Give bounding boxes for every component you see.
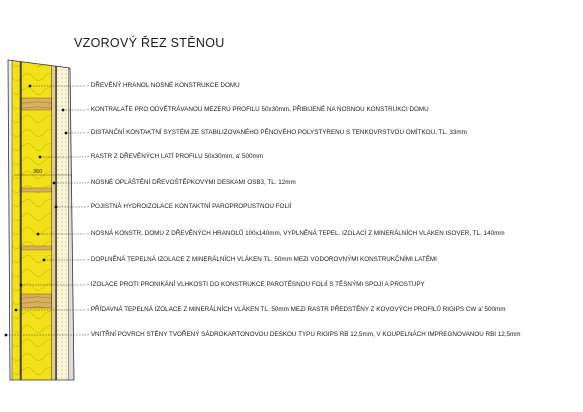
leader-dot [43,259,46,262]
diagram-title: VZOROVÝ ŘEZ STĚNOU [74,36,225,50]
timber-lath-1 [22,188,52,192]
additional-insulation-layer [12,0,20,412]
leader-dot [5,334,8,337]
callout-label: - VNITŘNÍ POVRCH STĚNY TVOŘENÝ SÁDROKARTONOVOU DESKOU TYPU RIGIPS RB 12,5mm, V KOUPELNÁCH IMPREGNOVANOU RBI 12,5mm [87,331,521,338]
dimension-label: 360 [33,169,43,175]
timber-beam-top [22,98,52,110]
callout-label: - DŘEVĚNÝ HRANOL NOSNÉ KONSTRUKCE DOMU [87,82,240,89]
callout-label: - NOSNÉ OPLÁŠTĚNÍ DŘEVOŠTĚPKOVÝMI DESKAMI OSB3, TL. 12mm [87,179,296,186]
leader-dot [65,132,68,135]
callout-label: - DOPLNĚNÁ TEPELNÁ IZOLACE Z MINERÁLNÍCH VLÁKEN TL. 50mm MEZI VODOROVNÝMI KONSTRUKČNÍMI LATĚMI [87,256,437,263]
osb-board-layer [52,0,56,412]
leader-dot [39,156,42,159]
callout-label: - IZOLACE PROTI PRONIKÁNÍ VLHKOSTI DO KONSTRUKCE PAROTĚSNOU FOLIÍ S TĚSNÝMI SPOJI A PROSTUPY [87,281,425,288]
timber-lath-2 [22,246,52,250]
leader-dot [62,109,65,112]
callout-label: - DISTANČNÍ KONTAKTNÍ SYSTÉM ZE STABILIZOVANÉHO PĚNOVÉHO POLYSTYRENU S TENKOVRSTVOU OMÍTKOU, TL. 33mm [87,129,467,136]
callout-label: - PŘÍDAVNÁ TEPELNÁ IZOLACE Z MINERÁLNÍCH VLÁKEN TL. 50mm MEZI RASTR PŘEDSTĚNY Z KOVOVÝCH PROFILŮ RIGIPS CW a' 500mm [87,306,506,313]
polystyrene-layer [57,0,69,412]
callout-label: - RASTR Z DŘEVĚNÝCH LATÍ PROFILU 50x30mm, a' 500mm [87,153,264,160]
main-insulation-layer [22,0,52,412]
callout-label: - KONTRALAŤE PRO ODVĚTRÁVANOU MEZERU PROFILU 50x30mm, PŘIBIJENÉ NA NOSNOU KONSTRUKCI DOMU [87,106,429,113]
leader-dot [37,233,40,236]
leader-dot [53,182,56,185]
leader-dot [20,284,23,287]
callout-label: - POJISTNÁ HYDROIZOLACE KONTAKTNÍ PAROPROPUSTNOU FOLIÍ [87,203,292,210]
callout-label: - NOSNÁ KONSTR. DOMU Z DŘEVĚNÝCH HRANOLŮ 100x140mm, VYPLNĚNÁ TEPEL. IZOLACÍ Z MINERÁLNÍCH VLÁKEN ISOVER, TL. 140mm [87,230,505,237]
leader-dot [15,309,18,312]
leader-dot [29,85,32,88]
timber-beam-bottom [22,294,52,308]
leader-dot [55,206,58,209]
